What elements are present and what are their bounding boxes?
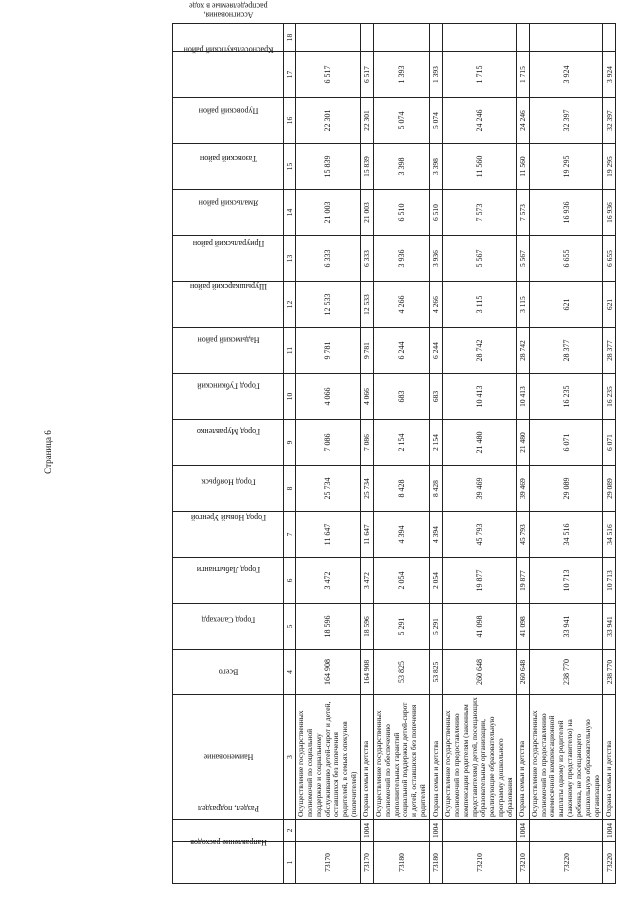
value-cell: 5 291 xyxy=(429,604,442,650)
value-cell: 28 377 xyxy=(603,328,616,374)
table-row xyxy=(529,24,603,884)
value-cell: 34 516 xyxy=(603,512,616,558)
section-cell xyxy=(296,820,361,842)
value-cell: 238 770 xyxy=(529,650,603,695)
value-cell: 11 647 xyxy=(296,512,361,558)
item-name-cell: Осуществление государственных полномочий по предоставлению ежемесячной компенсационной выплаты одному из родителей (законному представителю) на ребенка, не посещающего дошкольную образовательную организацию xyxy=(529,695,603,820)
value-cell: 11 647 xyxy=(360,512,373,558)
value-cell: 21 480 xyxy=(516,420,529,466)
value-cell: 29 089 xyxy=(529,466,603,512)
value-cell: 18 596 xyxy=(296,604,361,650)
value-cell: 621 xyxy=(603,282,616,328)
value-cell: 2 054 xyxy=(373,558,429,604)
table-subrow xyxy=(429,24,442,884)
value-cell xyxy=(516,24,529,52)
value-cell: 39 469 xyxy=(516,466,529,512)
column-number: 18 xyxy=(284,24,296,52)
value-cell: 2 054 xyxy=(429,558,442,604)
header-cell: Направление расходов xyxy=(173,842,284,884)
value-cell: 3 115 xyxy=(516,282,529,328)
value-cell: 24 246 xyxy=(442,98,516,144)
section-cell xyxy=(442,820,516,842)
value-cell xyxy=(360,24,373,52)
expense-code-cell: 73210 xyxy=(516,842,529,884)
value-cell xyxy=(296,24,361,52)
expense-code-cell: 73170 xyxy=(296,842,361,884)
value-cell: 41 098 xyxy=(516,604,529,650)
column-number: 15 xyxy=(284,144,296,190)
value-cell: 18 596 xyxy=(360,604,373,650)
value-cell: 6 517 xyxy=(296,52,361,98)
value-cell: 53 825 xyxy=(429,650,442,695)
column-number: 10 xyxy=(284,374,296,420)
value-cell: 32 397 xyxy=(529,98,603,144)
column-number: 4 xyxy=(284,650,296,695)
value-cell: 45 793 xyxy=(516,512,529,558)
value-cell: 11 560 xyxy=(516,144,529,190)
value-cell: 45 793 xyxy=(442,512,516,558)
value-cell: 1 393 xyxy=(429,52,442,98)
value-cell: 7 086 xyxy=(360,420,373,466)
header-cell: Город Салехард xyxy=(173,604,284,650)
value-cell: 260 648 xyxy=(516,650,529,695)
value-cell: 5 291 xyxy=(373,604,429,650)
value-cell: 10 413 xyxy=(442,374,516,420)
value-cell: 21 480 xyxy=(442,420,516,466)
value-cell: 21 003 xyxy=(296,190,361,236)
value-cell: 16 936 xyxy=(529,190,603,236)
value-cell: 164 908 xyxy=(360,650,373,695)
value-cell: 22 301 xyxy=(360,98,373,144)
value-cell: 6 244 xyxy=(429,328,442,374)
value-cell: 16 235 xyxy=(529,374,603,420)
value-cell: 6 655 xyxy=(529,236,603,282)
section-cell xyxy=(529,820,603,842)
value-cell: 5 074 xyxy=(429,98,442,144)
value-cell: 3 924 xyxy=(529,52,603,98)
value-cell: 4 066 xyxy=(296,374,361,420)
value-cell: 6 510 xyxy=(373,190,429,236)
value-cell xyxy=(529,24,603,52)
value-cell: 25 734 xyxy=(360,466,373,512)
table-row xyxy=(296,24,361,884)
value-cell: 6 244 xyxy=(373,328,429,374)
expense-code-cell: 73180 xyxy=(429,842,442,884)
header-cell: Пуровский район xyxy=(173,98,284,144)
value-cell: 3 115 xyxy=(442,282,516,328)
column-number: 6 xyxy=(284,558,296,604)
table-subrow xyxy=(603,24,616,884)
header-cell: Всего xyxy=(173,650,284,695)
value-cell: 39 469 xyxy=(442,466,516,512)
value-cell xyxy=(429,24,442,52)
value-cell: 3 398 xyxy=(373,144,429,190)
value-cell: 5 074 xyxy=(373,98,429,144)
section-cell: 1004 xyxy=(429,820,442,842)
value-cell: 6 517 xyxy=(360,52,373,98)
section-cell: 1004 xyxy=(516,820,529,842)
value-cell: 21 003 xyxy=(360,190,373,236)
value-cell: 3 936 xyxy=(429,236,442,282)
value-cell: 19 877 xyxy=(442,558,516,604)
page-label: Страница 6 xyxy=(43,430,53,474)
header-cell: Надымский район xyxy=(173,328,284,374)
item-name-cell: Охрана семьи и детства xyxy=(360,695,373,820)
header-cell: Город Лабытнанги xyxy=(173,558,284,604)
header-cell: Наименование xyxy=(173,695,284,820)
column-number: 8 xyxy=(284,466,296,512)
value-cell: 683 xyxy=(429,374,442,420)
item-name-cell: Осуществление государственных полномочий по обеспечению дополнительных гарантий социальной поддержки детей-сирот и детей, оставшихся без попечения родителей xyxy=(373,695,429,820)
header-cell: Город Новый Уренгой xyxy=(173,512,284,558)
section-cell xyxy=(373,820,429,842)
value-cell: 6 071 xyxy=(529,420,603,466)
budget-table-sheet xyxy=(172,1,614,884)
section-cell: 1004 xyxy=(603,820,616,842)
value-cell: 53 825 xyxy=(373,650,429,695)
table-row xyxy=(442,24,516,884)
expense-code-cell: 73180 xyxy=(373,842,429,884)
header-row xyxy=(173,24,284,884)
expense-code-cell: 73220 xyxy=(529,842,603,884)
item-name-cell: Осуществление государственных полномочий по предоставлению компенсации родителям (законным представителям) детей, посещающих образовательные организации, реализующие образовательную программу дошкольного образования xyxy=(442,695,516,820)
value-cell: 16 936 xyxy=(603,190,616,236)
value-cell: 11 560 xyxy=(442,144,516,190)
value-cell: 24 246 xyxy=(516,98,529,144)
header-cell: Тазовский район xyxy=(173,144,284,190)
column-number: 5 xyxy=(284,604,296,650)
value-cell: 2 154 xyxy=(373,420,429,466)
value-cell: 25 734 xyxy=(296,466,361,512)
value-cell: 6 510 xyxy=(429,190,442,236)
value-cell: 10 413 xyxy=(516,374,529,420)
value-cell: 10 713 xyxy=(603,558,616,604)
value-cell: 10 713 xyxy=(529,558,603,604)
value-cell xyxy=(603,24,616,52)
value-cell: 29 089 xyxy=(603,466,616,512)
value-cell: 6 655 xyxy=(603,236,616,282)
header-cell: Приуральский район xyxy=(173,236,284,282)
header-cell: Город Ноябрьск xyxy=(173,466,284,512)
value-cell: 34 516 xyxy=(529,512,603,558)
item-name-cell: Осуществление государственных полномочий по социальной поддержке и социальному обслуживанию детей-сирот и детей, оставшихся без попечения родителей, в семьях опекунов (попечителей) xyxy=(296,695,361,820)
column-number: 17 xyxy=(284,52,296,98)
value-cell xyxy=(373,24,429,52)
column-number: 7 xyxy=(284,512,296,558)
value-cell: 33 941 xyxy=(529,604,603,650)
section-cell: 1004 xyxy=(360,820,373,842)
value-cell: 12 533 xyxy=(296,282,361,328)
column-number-row xyxy=(284,24,296,884)
value-cell: 12 533 xyxy=(360,282,373,328)
value-cell: 7 573 xyxy=(516,190,529,236)
table-row xyxy=(373,24,429,884)
value-cell: 8 428 xyxy=(429,466,442,512)
value-cell: 260 648 xyxy=(442,650,516,695)
column-number: 14 xyxy=(284,190,296,236)
value-cell: 4 066 xyxy=(360,374,373,420)
table-subrow xyxy=(360,24,373,884)
value-cell: 621 xyxy=(529,282,603,328)
header-cell: Красноселькупский район xyxy=(173,52,284,98)
header-cell: Ассигнования, распределяемые в ходе xyxy=(173,24,284,52)
value-cell: 6 071 xyxy=(603,420,616,466)
value-cell: 3 924 xyxy=(603,52,616,98)
value-cell: 7 086 xyxy=(296,420,361,466)
column-number: 12 xyxy=(284,282,296,328)
value-cell: 33 941 xyxy=(603,604,616,650)
value-cell: 7 573 xyxy=(442,190,516,236)
header-cell: Шурышкарский район xyxy=(173,282,284,328)
value-cell: 3 398 xyxy=(429,144,442,190)
value-cell: 41 098 xyxy=(442,604,516,650)
column-number: 2 xyxy=(284,820,296,842)
item-name-cell: Охрана семьи и детства xyxy=(516,695,529,820)
value-cell: 6 333 xyxy=(296,236,361,282)
value-cell: 5 567 xyxy=(516,236,529,282)
value-cell: 9 781 xyxy=(296,328,361,374)
column-number: 9 xyxy=(284,420,296,466)
table-subrow xyxy=(516,24,529,884)
budget-table xyxy=(172,1,616,884)
value-cell: 16 235 xyxy=(603,374,616,420)
value-cell: 15 839 xyxy=(360,144,373,190)
value-cell: 1 715 xyxy=(442,52,516,98)
header-cell: Город Муравленко xyxy=(173,420,284,466)
value-cell: 8 428 xyxy=(373,466,429,512)
column-number: 13 xyxy=(284,236,296,282)
value-cell: 1 393 xyxy=(373,52,429,98)
value-cell: 15 839 xyxy=(296,144,361,190)
value-cell: 3 472 xyxy=(296,558,361,604)
value-cell: 3 472 xyxy=(360,558,373,604)
value-cell: 3 936 xyxy=(373,236,429,282)
value-cell: 28 742 xyxy=(516,328,529,374)
value-cell: 32 397 xyxy=(603,98,616,144)
value-cell: 4 394 xyxy=(429,512,442,558)
value-cell: 683 xyxy=(373,374,429,420)
header-cell: Ямальский район xyxy=(173,190,284,236)
column-number: 1 xyxy=(284,842,296,884)
column-number: 16 xyxy=(284,98,296,144)
table-body xyxy=(296,24,616,884)
column-number: 3 xyxy=(284,695,296,820)
expense-code-cell: 73210 xyxy=(442,842,516,884)
value-cell: 28 377 xyxy=(529,328,603,374)
expense-code-cell: 73220 xyxy=(603,842,616,884)
value-cell: 22 301 xyxy=(296,98,361,144)
value-cell: 1 715 xyxy=(516,52,529,98)
header-cell: Раздел, подраздел xyxy=(173,820,284,842)
value-cell: 164 908 xyxy=(296,650,361,695)
value-cell: 28 742 xyxy=(442,328,516,374)
value-cell: 2 154 xyxy=(429,420,442,466)
item-name-cell: Охрана семьи и детства xyxy=(429,695,442,820)
expense-code-cell: 73170 xyxy=(360,842,373,884)
value-cell: 5 567 xyxy=(442,236,516,282)
item-name-cell: Охрана семьи и детства xyxy=(603,695,616,820)
value-cell: 238 770 xyxy=(603,650,616,695)
value-cell: 19 295 xyxy=(603,144,616,190)
value-cell xyxy=(442,24,516,52)
header-cell: Город Губкинский xyxy=(173,374,284,420)
value-cell: 4 266 xyxy=(429,282,442,328)
value-cell: 19 295 xyxy=(529,144,603,190)
column-number: 11 xyxy=(284,328,296,374)
value-cell: 4 394 xyxy=(373,512,429,558)
value-cell: 4 266 xyxy=(373,282,429,328)
value-cell: 6 333 xyxy=(360,236,373,282)
value-cell: 19 877 xyxy=(516,558,529,604)
value-cell: 9 781 xyxy=(360,328,373,374)
